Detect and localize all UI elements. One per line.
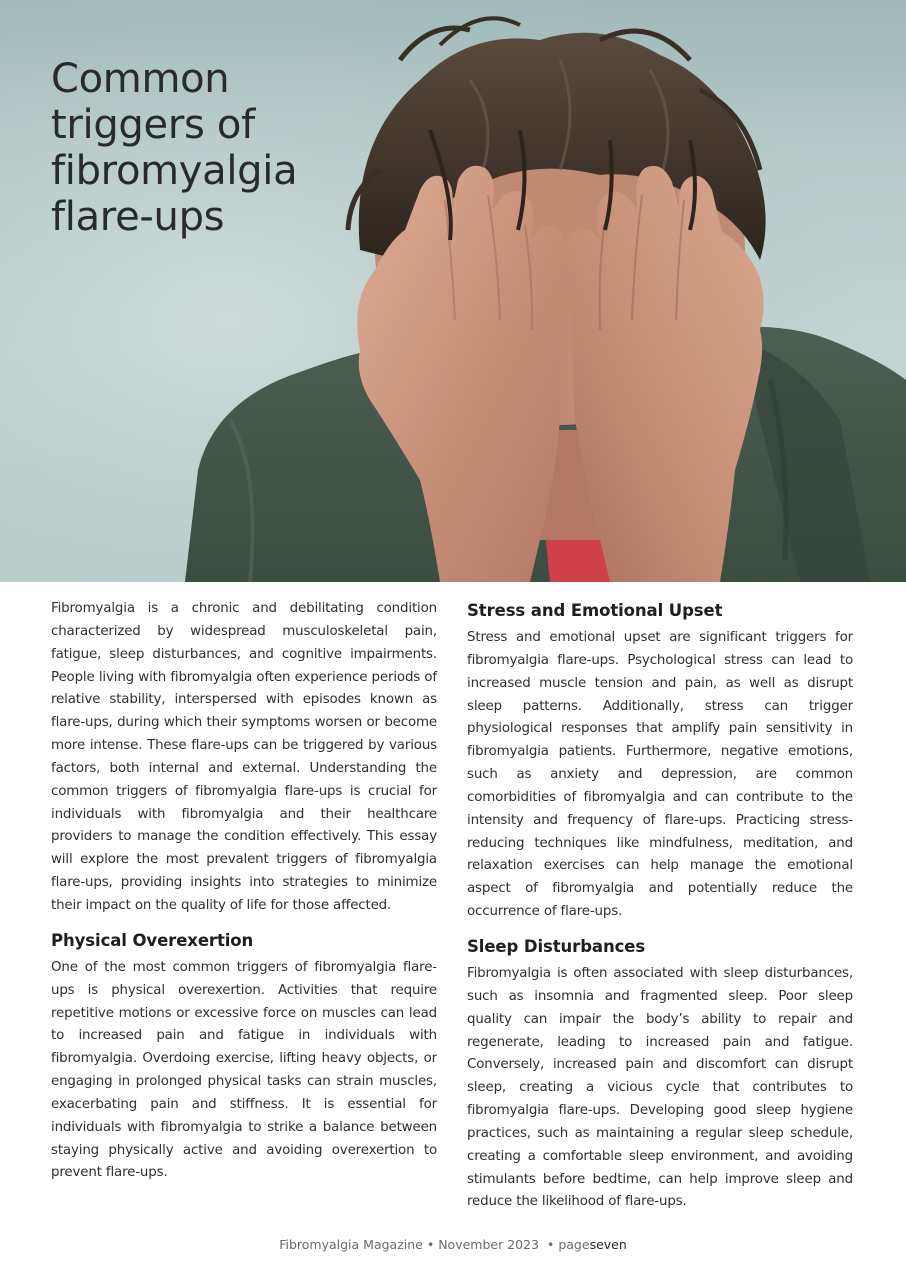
right-column (467, 598, 853, 1214)
footer-page-number: seven (589, 1237, 627, 1252)
footer-page-label: page (558, 1237, 590, 1252)
section-heading-physical-overexertion: Physical Overexertion (51, 930, 254, 950)
section-body-stress: Stress and emotional upset are significant triggers for fibromyalgia flare-ups. Psychological stress can lead to increased muscle tension and pain, as well as disrupt sleep patterns. Additionally, stress can trigger physiological responses that amplify pain sensitivity in fibromyalgia patients. Furthermore, negative emotions, such as anxiety and depression, are common comorbidities of fibromyalgia and can contribute to the intensity and frequency of flare-ups. Practicing stress-reducing techniques like mindfulness, meditation, and relaxation exercises can help manage the emotional aspect of fibromyalgia and potentially reduce the occurrence of flare-ups. (467, 630, 853, 920)
section-heading-stress: Stress and Emotional Upset (467, 601, 723, 620)
section-body-sleep: Fibromyalgia is often associated with sleep disturbances, such as insomnia and fragmented sleep. Poor sleep quality can impair the body’s ability to repair and regenerate, leading to increased pain and fatigue. Conversely, increased pain and discomfort can disrupt sleep, creating a vicious cycle that contributes to fibromyalgia flare-ups. Developing good sleep hygiene practices, such as maintaining a regular sleep schedule, creating a comfortable sleep environment, and avoiding stimulants before bedtime, can help improve sleep and reduce the likelihood of flare-ups. (467, 965, 853, 1210)
footer-separator-2: • (546, 1237, 555, 1252)
section-body-physical-overexertion: One of the most common triggers of fibromyalgia flare-ups is physical overexertion. Activities that require repetitive motions or excessive force on muscles can lead to increased pain and fatigue in individuals with fibromyalgia. Overdoing exercise, lifting heavy objects, or engaging in prolonged physical tasks can strain muscles, exacerbating pain and stiffness. It is essential for individuals with fibromyalgia to strike a balance between staying physically active and avoiding overexertion to prevent flare-ups. (51, 959, 437, 1181)
footer-publication: Fibromyalgia Magazine (279, 1237, 423, 1252)
page-footer (0, 1236, 906, 1254)
article-title: Common triggers of fibromyalgia flare-ups (51, 56, 298, 240)
intro-paragraph: Fibromyalgia is a chronic and debilitating condition characterized by widespread musculoskeletal pain, fatigue, sleep disturbances, and cognitive impairments. People living with fibromyalgia often experience periods of relative stability, interspersed with episodes known as flare-ups, during which their symptoms worsen or become more intense. These flare-ups can be triggered by various factors, both internal and external. Understanding the common triggers of fibromyalgia flare-ups is crucial for individuals with fibromyalgia and their healthcare providers to manage the condition effectively. This essay will explore the most prevalent triggers of fibromyalgia flare-ups, providing insights into strategies to minimize their impact on the quality of life for those affected. (51, 601, 437, 913)
footer-date: November 2023 (438, 1237, 540, 1252)
hero-image (0, 0, 906, 582)
left-column (51, 598, 437, 1185)
section-heading-sleep: Sleep Disturbances (467, 936, 646, 956)
footer-separator: • (426, 1237, 435, 1252)
